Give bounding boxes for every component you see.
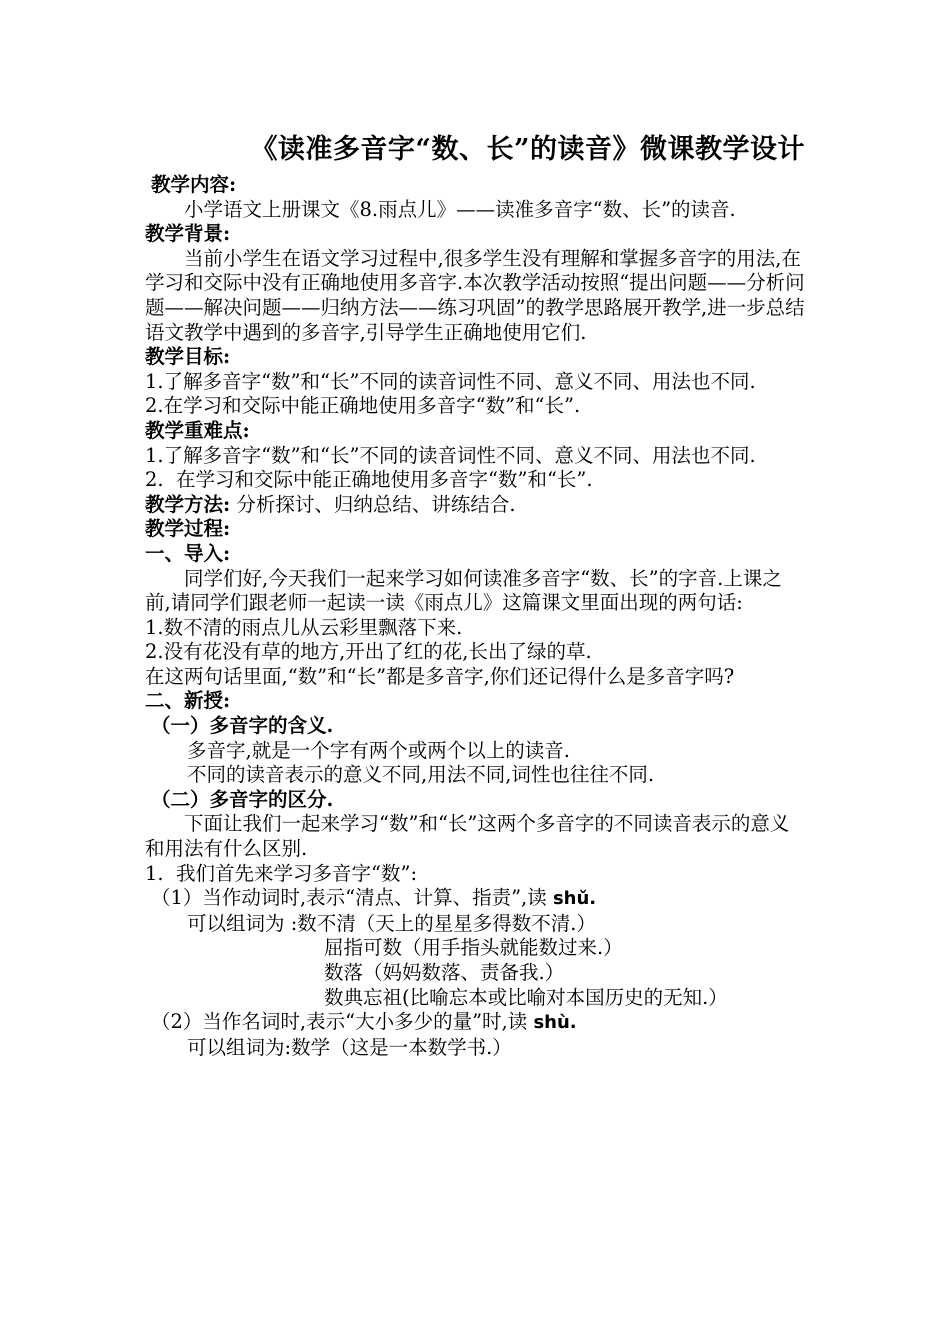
subsection-2-heading: （二）多音字的区分.: [151, 787, 334, 811]
shu-verb-word: 屈指可数（用手指头就能数过来.）: [324, 936, 623, 960]
shu-verb-text: （1）当作动词时,表示“清点、计算、指责”,读: [151, 886, 547, 910]
shu-noun-text: （2）当作名词时,表示“大小多少的量”时,读: [151, 1010, 528, 1034]
shu-intro: 1. 我们首先来学习多音字“数”:: [145, 861, 418, 885]
method-line: [145, 493, 805, 518]
shu-verb-line: [145, 886, 805, 912]
background-heading: 教学背景:: [145, 222, 231, 246]
process-heading: 教学过程:: [145, 517, 231, 541]
subsection-2-text: 下面让我们一起来学习“数”和“长”这两个多音字的不同读音表示的意义和用法有什么区别.: [145, 812, 790, 861]
intro-heading: 一、导入:: [145, 541, 231, 565]
content-heading: 教学内容:: [151, 173, 237, 196]
shu-verb-pinyin: shǔ.: [552, 888, 597, 910]
keypoint-item: 2. 在学习和交际中能正确地使用多音字“数”和“长”.: [145, 468, 593, 492]
shu-noun-words: 可以组词为:数学（这是一本数学书.）: [187, 1035, 512, 1059]
intro-question: 在这两句话里面,“数”和“长”都是多音字,你们还记得什么是多音字吗?: [145, 664, 735, 688]
document-title: 《读准多音字“数、长”的读音》微课教学设计: [250, 134, 805, 165]
goal-item: 1.了解多音字“数”和“长”不同的读音词性不同、意义不同、用法也不同.: [145, 369, 756, 393]
intro-text: 同学们好,今天我们一起来学习如何读准多音字“数、长”的字音.上课之前,请同学们跟老师一起读一读《雨点儿》这篇课文里面出现的两句话:: [145, 566, 782, 615]
intro-sentence: 1.数不清的雨点儿从云彩里飘落下来.: [145, 615, 463, 639]
subsection-1-line: 多音字,就是一个字有两个或两个以上的读音.: [187, 738, 570, 762]
shu-verb-words-label: 可以组词为 :数不清（天上的星星多得数不清.）: [187, 911, 596, 935]
method-heading: 教学方法:: [145, 492, 231, 516]
keypoint-item: 1.了解多音字“数”和“长”不同的读音词性不同、意义不同、用法也不同.: [145, 443, 756, 467]
document-body: [145, 173, 805, 1060]
background-text: 当前小学生在语文学习过程中,很多学生没有理解和掌握多音字的用法,在学习和交际中没有正确地使用多音字.本次教学活动按照“提出问题——分析问题——解决问题——归纳方法——练习巩固”的教学思路展开教学,进一步总结语文教学中遇到的多音字,引导学生正确地使用它们.: [145, 246, 805, 344]
shu-verb-word: 数典忘祖(比喻忘本或比喻对本国历史的无知.）: [324, 985, 728, 1009]
keypoints-heading: 教学重难点:: [145, 418, 250, 442]
goals-heading: 教学目标:: [145, 345, 231, 369]
shu-verb-word: 数落（妈妈数落、责备我.）: [324, 961, 565, 984]
intro-sentence: 2.没有花没有草的地方,开出了红的花,长出了绿的草.: [145, 640, 592, 664]
content-text: 小学语文上册课文《8.雨点儿》——读准多音字“数、长”的读音.: [184, 197, 736, 221]
subsection-1-heading: （一）多音字的含义.: [151, 714, 334, 738]
shu-noun-line: [145, 1010, 805, 1036]
subsection-1-line: 不同的读音表示的意义不同,用法不同,词性也往往不同.: [187, 763, 655, 787]
goal-item: 2.在学习和交际中能正确地使用多音字“数”和“长”.: [145, 394, 581, 418]
shu-noun-pinyin: shù.: [533, 1012, 577, 1034]
new-lesson-heading: 二、新授:: [145, 689, 231, 713]
method-text: 分析探讨、归纳总结、讲练结合.: [236, 492, 516, 516]
